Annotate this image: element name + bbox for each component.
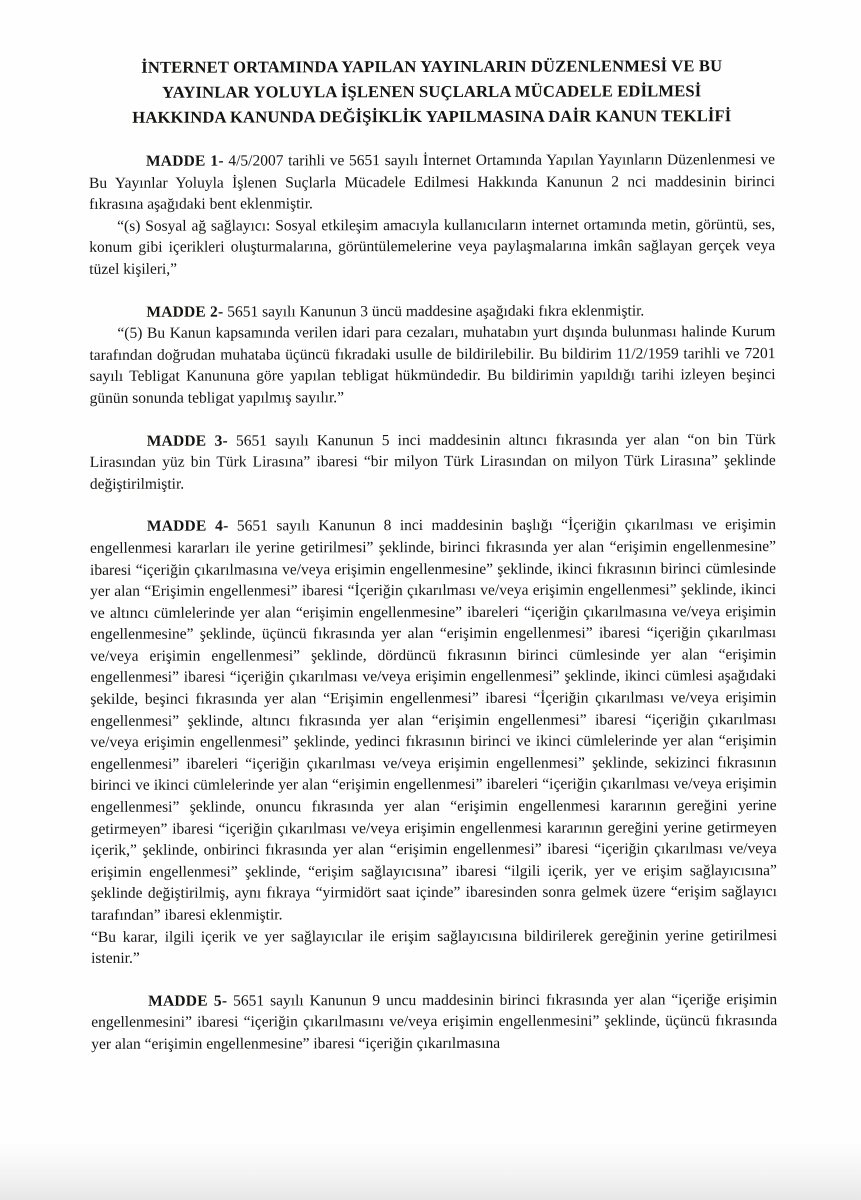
document-title [89,53,775,130]
article-label: MADDE 3- [146,432,228,450]
quote-paragraph: “(s) Sosyal ağ sağlayıcı: Sosyal etkileşim amacıyla kullanıcıların internet ortamında metin, görüntü, ses, konum gibi içerikleri oluşturmalarına, görüntülemelerine veya paylaşmalarına imkân sağlayan gerçek veya tüzel kişileri,” [89,215,776,278]
article-intro-paragraph [91,989,777,1056]
article-madde-1 [89,149,775,280]
quote-paragraph: “(5) Bu Kanun kapsamında verilen idari para cezaları, muhatabın yurt dışında bulunması halinde Kurum tarafından doğrudan muhataba üçüncü fıkradaki usulle de bildirilebilir. Bu bildirim 11/2/1959 tarihli ve 7201 sayılı Tebligat Kanununa göre yapılan tebligat hükmündedir. Bu bildirimin yapıldığı tarihi izleyen beşinci günün sonunda tebligat yapılmış sayılır.” [89,323,776,407]
article-label: MADDE 1- [145,152,224,170]
title-line-3: HAKKINDA KANUNDA DEĞİŞİKLİK YAPILMASINA DAİR KANUN TEKLİFİ [132,106,732,127]
article-madde-4 [90,514,777,969]
article-label: MADDE 4- [146,517,229,536]
article-intro-paragraph [89,300,775,323]
article-intro-text: 5651 sayılı Kanunun 8 inci maddesinin başlığı “İçeriğin çıkarılması ve erişimin engellenmesi kararları ile yerine getirilmesi” şeklinde, birinci fıkrasında yer alan “erişimin engellenmesine” ibaresi “içeriğin çıkarılmasına ve/veya erişimin engellenmesine” şeklinde, ikinci fıkrasının birinci cümlesinde yer alan “Erişimin engellenmesi” ibaresi “İçeriğin çıkarılması ve/veya erişimin engellenmesi” şeklinde, ikinci ve altıncı cümlelerinde yer alan “erişimin engellenmesine” ibareleri “içeriğin çıkarılmasına ve/veya erişimin engellenmesine” şeklinde, üçüncü fıkrasında yer alan “erişimin engellenmesi” ibaresi “içeriğin çıkarılması ve/veya erişimin engellenmesi” şeklinde, dördüncü fıkrasının birinci cümlesinde yer alan “erişimin engellenmesi” ibaresi “içeriğin çıkarılması ve/veya erişimin engellenmesi” şeklinde, ikinci cümlesi aşağıdaki şekilde, beşinci fıkrasında yer alan “Erişimin engellenmesi” ibaresi “İçeriğin çıkarılması ve/veya erişimin engellenmesi” şeklinde, altıncı fıkrasında yer alan “erişimin engellenmesi” ibaresi “içeriğin çıkarılması ve/veya erişimin engellenmesi” şeklinde, yedinci fıkrasının birinci ve ikinci cümlelerinde yer alan “erişimin engellenmesi” ibareleri “içeriğin çıkarılması ve/veya erişimin engellenmesi” şeklinde, sekizinci fıkrasının birinci ve ikinci cümlelerinde yer alan “erişimin engellenmesi” ibareleri “içeriğin çıkarılması ve/veya erişimin engellenmesi” şeklinde, onuncu fıkrasında yer alan “erişimin engellenmesi kararının gereğini yerine getirmeyen” ibaresi “içeriğin çıkarılması ve/veya erişimin engellenmesi kararının gereğini yerine getirmeyen içerik,” şeklinde, onbirinci fıkrasında yer alan “erişimin engellenmesi” ibaresi “içeriğin çıkarılması ve/veya erişimin engellenmesi” şeklinde, “erişim sağlayıcısına” ibaresi “ilgili içerik, yer ve erişim sağlayıcısına” şeklinde değiştirilmiş, aynı fıkraya “yirmidört saat içinde” ibaresinden sonra gelmek üzere “erişim sağlayıcı tarafından” ibaresi eklenmiştir. [89,516,777,924]
article-intro-paragraph [89,149,775,216]
article-label: MADDE 2- [146,303,224,321]
article-madde-5 [91,989,777,1056]
title-line-1: İNTERNET ORTAMINDA YAPILAN YAYINLARIN DÜZENLENMESİ VE BU [141,56,723,77]
title-line-2: YAYINLAR YOLUYLA İŞLENEN SUÇLARLA MÜCADELE EDİLMESİ [162,81,702,102]
article-intro-paragraph [90,429,776,496]
article-intro-text: 4/5/2007 tarihli ve 5651 sayılı İnternet Ortamında Yapılan Yayınların Düzenlenmesi ve Bu Yayınlar Yoluyla İşlenen Suçlarla Mücadele Edilmesi Hakkında Kanunun 2 nci maddesinin birinci fıkrasına aşağıdaki bent eklenmiştir. [89,151,776,214]
scan-shadow [0,1142,861,1200]
article-intro-paragraph [90,514,777,926]
quote-paragraph: “Bu karar, ilgili içerik ve yer sağlayıcılar ile erişim sağlayıcısına bildirilerek gereğinin yerine getirilmesi istenir.” [90,926,778,968]
document-content [89,53,778,1055]
article-intro-text: 5651 sayılı Kanunun 5 inci maddesinin altıncı fıkrasında yer alan “on bin Türk Lirasından yüz bin Türk Lirasına” ibaresi “bir milyon Türk Lirasından on milyon Türk Lirasına” şeklinde değiştirilmiştir. [89,430,776,493]
article-label: MADDE 5- [148,992,228,1010]
article-intro-text: 5651 sayılı Kanunun 3 üncü maddesine aşağıdaki fıkra eklenmiştir. [227,302,645,321]
article-madde-3 [90,429,776,496]
article-madde-2 [89,300,775,410]
article-intro-text: 5651 sayılı Kanunun 9 uncu maddesinin birinci fıkrasında yer alan “içeriğe erişimin engellenmesini” ibaresi “içeriğin çıkarılmasını ve/veya erişimin engellenmesini” şeklinde, üçüncü fıkrasında yer alan “erişimin engellenmesine” ibaresi “içeriğin çıkarılmasına [91,990,778,1053]
